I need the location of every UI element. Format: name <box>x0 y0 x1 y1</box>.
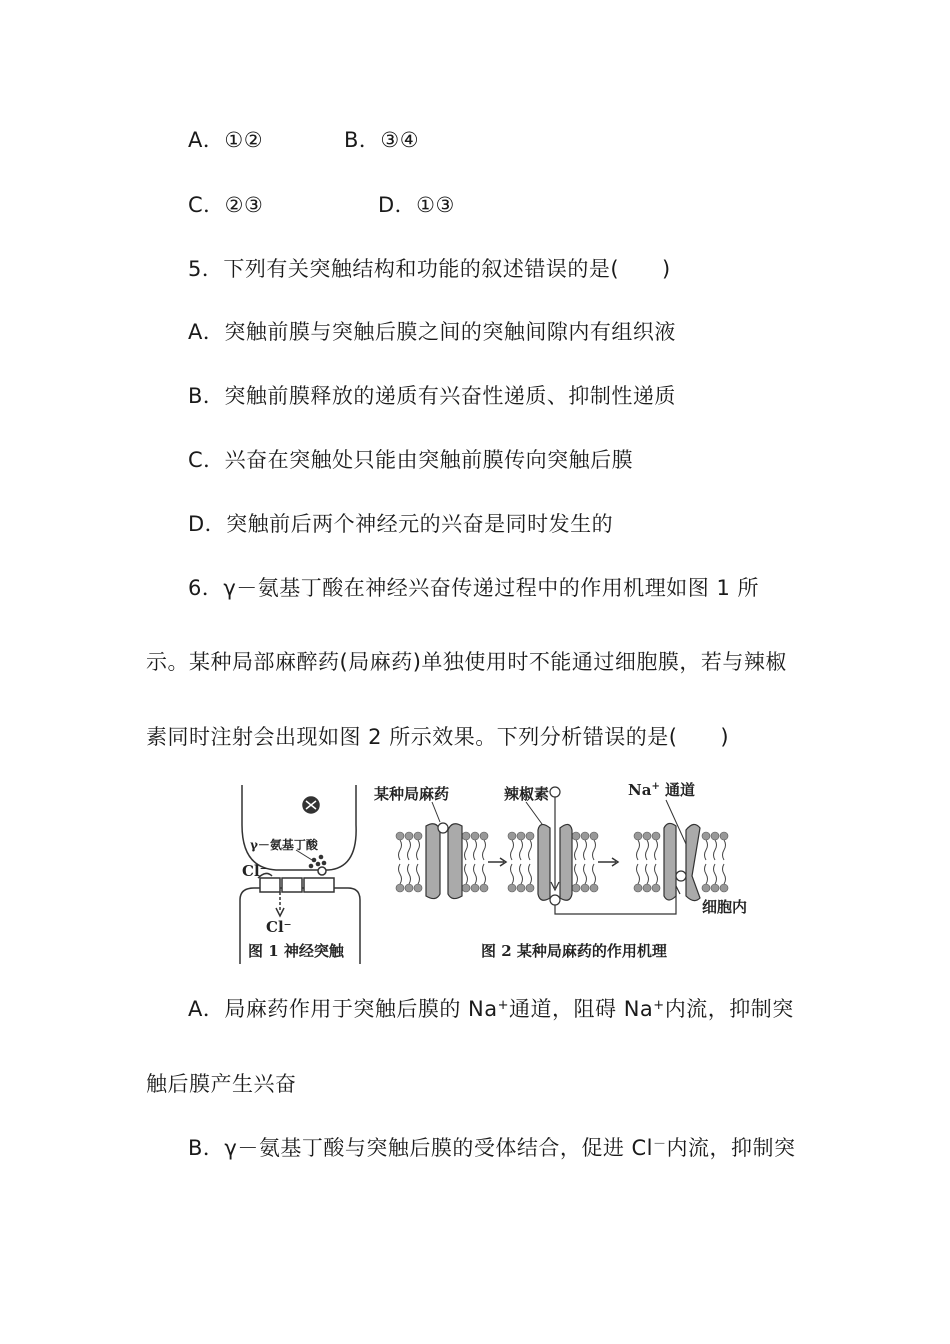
q6-a-part3: 内流，抑制突 <box>664 997 794 1021</box>
q5-stem: 5．下列有关突触结构和功能的叙述错误的是( ) <box>188 257 671 281</box>
q6-b-part2: 内流，抑制突 <box>666 1136 796 1160</box>
q4-option-a: A．①② <box>188 128 264 152</box>
q5-option-b: B．突触前膜释放的递质有兴奋性递质、抑制性递质 <box>188 384 676 408</box>
q6-option-a-line2: 触后膜产生兴奋 <box>146 1072 297 1096</box>
q6-option-a-line1 <box>188 995 794 1023</box>
label-na-channel <box>628 781 695 799</box>
anesthetic-molecule-3 <box>550 895 560 905</box>
label-cl-bottom: Cl⁻ <box>266 918 292 936</box>
q4-option-b: B．③④ <box>344 128 420 152</box>
membrane-tails-1 <box>399 840 486 884</box>
q5-option-a: A．突触前膜与突触后膜之间的突触间隙内有组织液 <box>188 320 676 344</box>
q6-stem-line2: 示。某种局部麻醉药(局麻药)单独使用时不能通过细胞膜，若与辣椒 <box>146 650 787 674</box>
label-capsaicin: 辣椒素 <box>504 785 550 803</box>
q6-stem-line3: 素同时注射会出现如图 2 所示效果。下列分析错误的是( ) <box>146 725 730 749</box>
label-na-prefix: Na <box>628 781 652 799</box>
label-gaba: γ－氨基丁酸 <box>250 838 318 852</box>
fig1-caption: 图 1 神经突触 <box>248 942 344 960</box>
figure-svg <box>236 780 756 970</box>
label-na-text: 通道 <box>659 781 696 799</box>
q6-a-sup2: + <box>653 998 665 1013</box>
label-cl-top: Cl⁻ <box>242 862 268 880</box>
label-anesthetic: 某种局麻药 <box>374 785 450 803</box>
q6-figure <box>236 780 756 970</box>
label-intracellular: 细胞内 <box>702 898 748 916</box>
q6-a-sup1: + <box>497 998 510 1013</box>
q6-b-part1: B．γ－氨基丁酸与突触后膜的受体结合，促进 Cl <box>188 1136 654 1160</box>
anesthetic-in-channel <box>676 871 686 881</box>
q6-stem-line1: 6．γ－氨基丁酸在神经兴奋传递过程中的作用机理如图 1 所 <box>188 576 759 600</box>
anesthetic-molecule-1 <box>438 823 448 833</box>
channel-1 <box>426 824 462 899</box>
q6-a-part1: A．局麻药作用于突触后膜的 Na <box>188 997 498 1021</box>
q6-option-b-line1 <box>188 1134 796 1162</box>
q4-option-c: C．②③ <box>188 193 264 217</box>
q5-option-c: C．兴奋在突触处只能由突触前膜传向突触后膜 <box>188 448 634 472</box>
q4-option-d: D．①③ <box>378 193 455 217</box>
membrane-tails-2 <box>511 840 596 884</box>
anesthetic-molecule-2 <box>550 787 560 797</box>
fig2-caption: 图 2 某种局麻药的作用机理 <box>481 942 667 960</box>
q6-b-sup: － <box>653 1137 667 1152</box>
label-na-sup: + <box>651 781 660 792</box>
membrane-panel-3 <box>634 832 728 892</box>
q6-a-part2: 通道，阻碍 Na <box>509 997 654 1021</box>
q5-option-d: D．突触前后两个神经元的兴奋是同时发生的 <box>188 512 614 536</box>
